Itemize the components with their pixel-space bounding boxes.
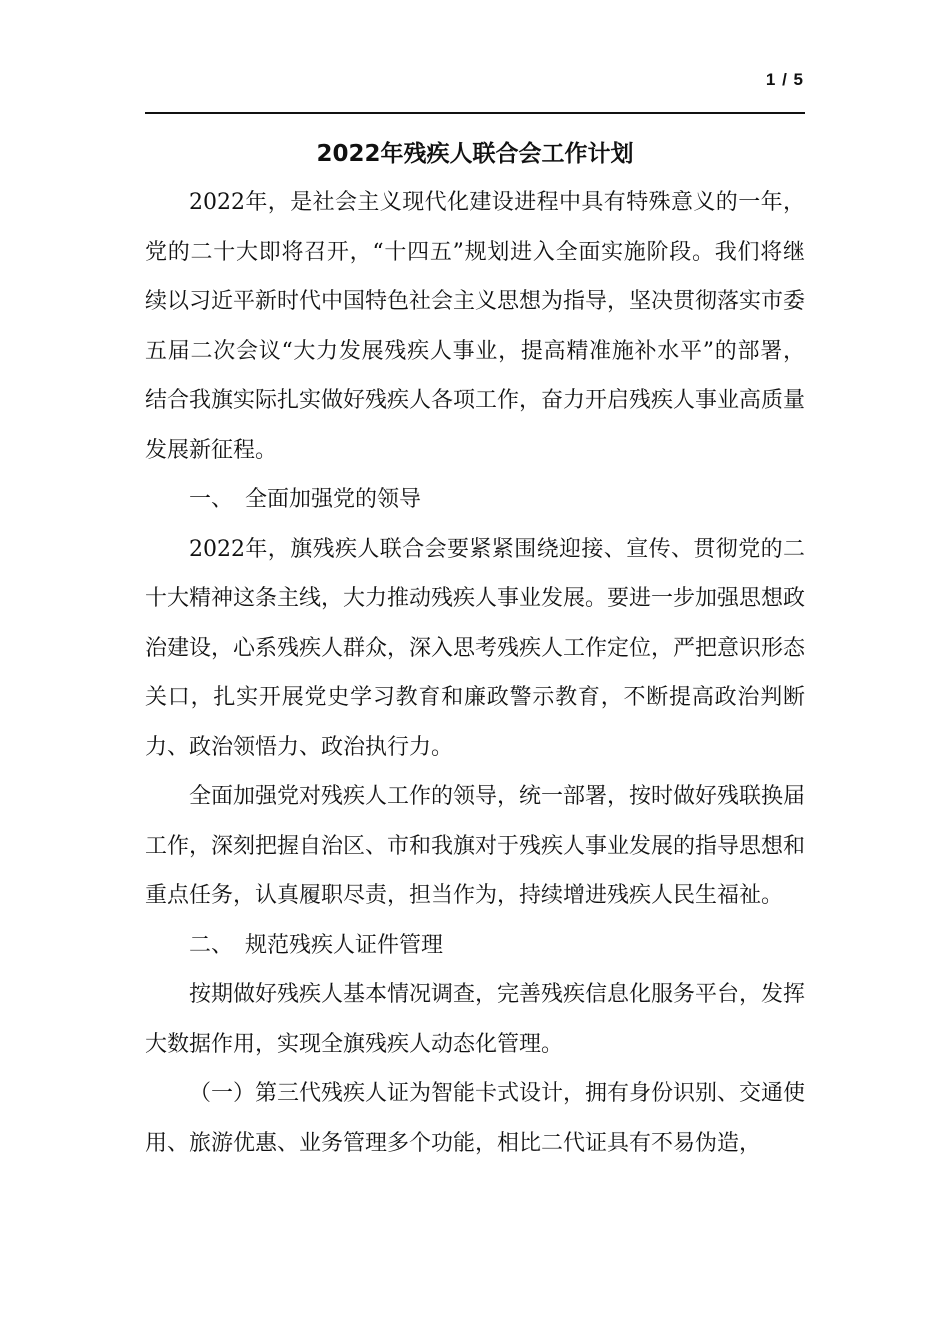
section-title: 规范残疾人证件管理 [245, 932, 444, 958]
paragraph-third-generation-card: （一）第三代残疾人证为智能卡式设计，拥有身份识别、交通使用、旅游优惠、业务管理多个功能，相比二代证具有不易伪造， [145, 1081, 806, 1156]
header-divider [145, 112, 805, 114]
paragraph-party-leadership: 2022年，旗残疾人联合会要紧紧围绕迎接、宣传、贯彻党的二十大精神这条主线，大力推动残疾人事业发展。要进一步加强思想政治建设，心系残疾人群众，深入思考残疾人工作定位，严把意识形态关口，扎实开展党史学习教育和廉政警示教育，不断提高政治判断力、政治领悟力、政治执行力。 [145, 536, 806, 760]
paragraph-certificate-management: 按期做好残疾人基本情况调查，完善残疾信息化服务平台，发挥大数据作用，实现全旗残疾人动态化管理。 [145, 982, 806, 1057]
paragraph-intro: 2022年，是社会主义现代化建设进程中具有特殊意义的一年，党的二十大即将召开，“十四五”规划进入全面实施阶段。我们将继续以习近平新时代中国特色社会主义思想为指导，坚决贯彻落实市委五届二次会议“大力发展残疾人事业，提高精准施补水平”的部署，结合我旗实际扎实做好残疾人各项工作，奋力开启残疾人事业高质量发展新征程。 [145, 190, 806, 463]
page-number: 1 / 5 [765, 70, 804, 89]
section-title: 全面加强党的领导 [245, 487, 422, 512]
section-number: 二、 [189, 932, 234, 958]
section-number: 一、 [189, 487, 234, 512]
section-heading-2 [145, 921, 805, 971]
paragraph-strengthen-leadership: 全面加强党对残疾人工作的领导，统一部署，按时做好残联换届工作，深刻把握自治区、市和我旗对于残疾人事业发展的指导思想和重点任务，认真履职尽责，担当作为，持续增进残疾人民生福祉。 [145, 784, 806, 908]
document-body [145, 130, 805, 1168]
document-title: 2022年残疾人联合会工作计划 [316, 141, 634, 167]
section-heading-1 [145, 475, 805, 525]
